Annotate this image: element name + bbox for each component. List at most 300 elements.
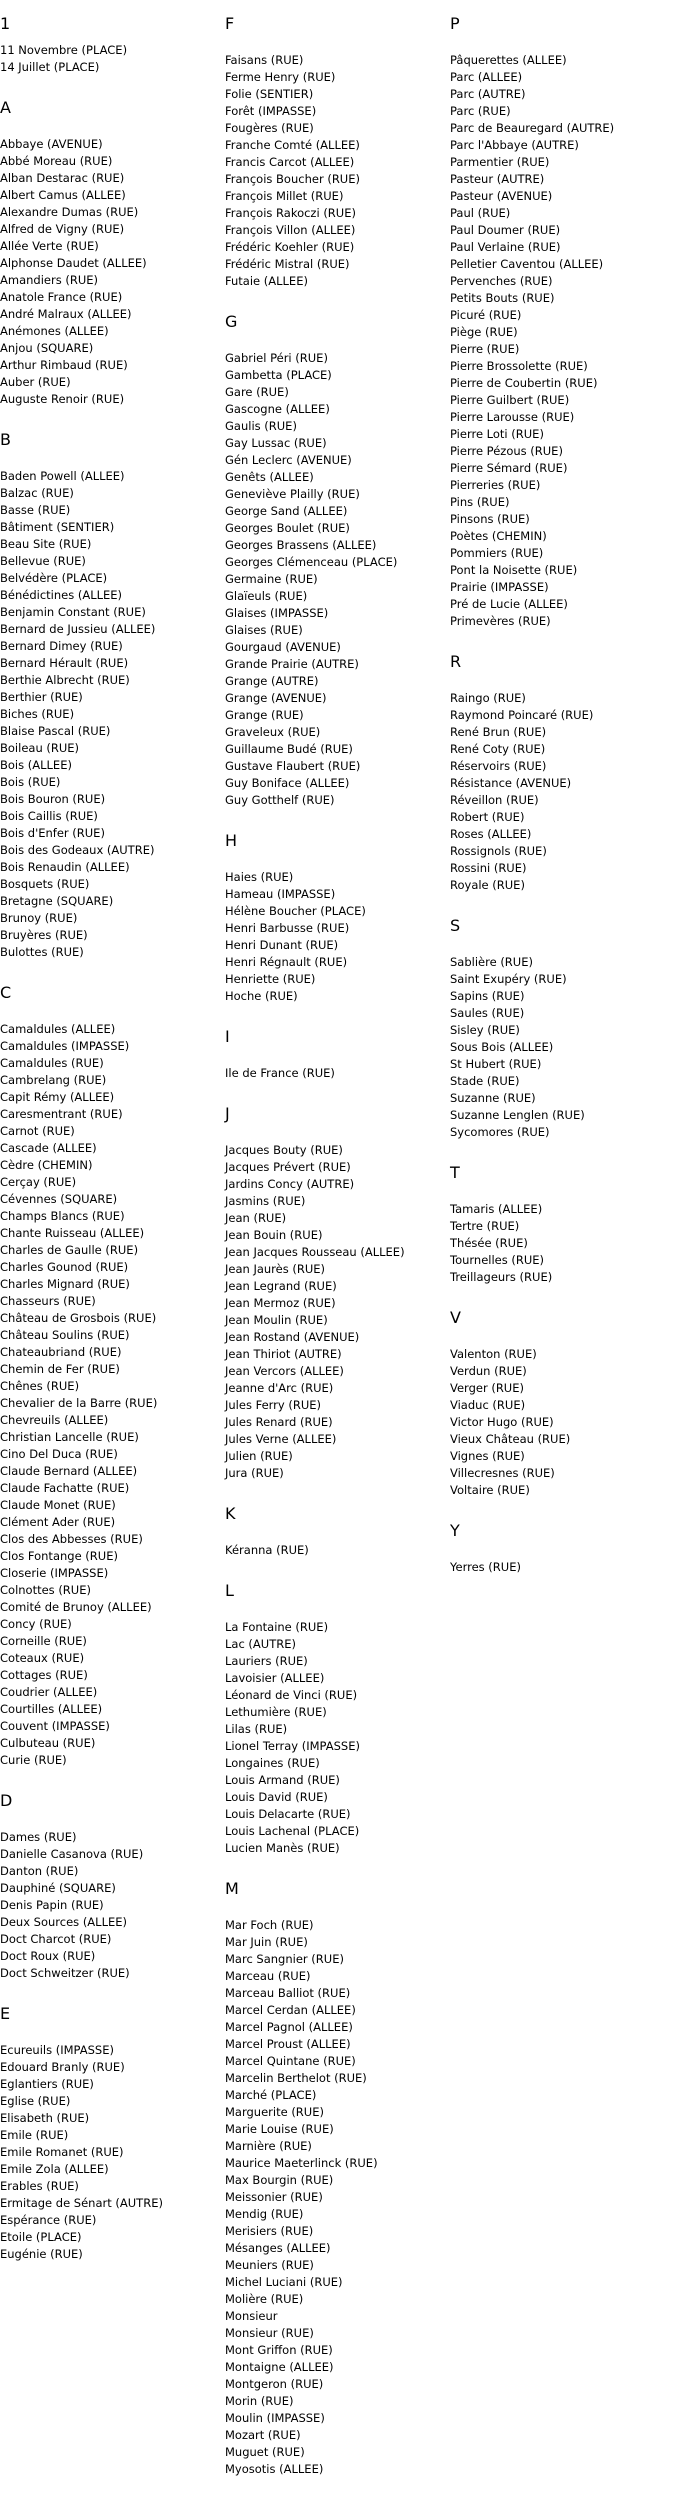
street-item: Suzanne Lenglen (RUE) (450, 1108, 585, 1122)
street-item: Valenton (RUE) (450, 1347, 537, 1361)
street-item: Ecureuils (IMPASSE) (0, 2043, 114, 2057)
street-item: Henri Dunant (RUE) (225, 938, 339, 952)
section-letter: I (225, 1027, 230, 1046)
street-item: Emile (RUE) (0, 2128, 69, 2142)
street-item: Futaie (ALLEE) (225, 274, 308, 288)
street-item: Roses (ALLEE) (450, 827, 532, 841)
street-item: Lionel Terray (IMPASSE) (225, 1739, 360, 1753)
street-item: Tertre (RUE) (450, 1219, 520, 1233)
street-item: Yerres (RUE) (450, 1560, 521, 1574)
street-list (225, 1917, 445, 2478)
street-item: Pierre Loti (RUE) (450, 427, 544, 441)
street-item: Amandiers (RUE) (0, 273, 98, 287)
street-item: Sycomores (RUE) (450, 1125, 550, 1139)
street-item: Marché (PLACE) (225, 2088, 317, 2102)
street-item: Villecresnes (RUE) (450, 1466, 555, 1480)
street-item: Jean Jaurès (RUE) (225, 1262, 326, 1276)
street-item: Frédéric Mistral (RUE) (225, 257, 350, 271)
section-y (450, 1521, 675, 1576)
street-item: Marceau (RUE) (225, 1969, 311, 1983)
street-item: Victor Hugo (RUE) (450, 1415, 554, 1429)
street-item: Bénédictines (ALLEE) (0, 588, 123, 602)
street-item: Parc de Beauregard (AUTRE) (450, 121, 615, 135)
street-item: Cottages (RUE) (0, 1668, 88, 1682)
street-item: Château Soulins (RUE) (0, 1328, 130, 1342)
street-item: Auguste Renoir (RUE) (0, 392, 125, 406)
street-list (225, 1542, 445, 1559)
street-list (450, 1201, 675, 1286)
street-item: Chasseurs (RUE) (0, 1294, 96, 1308)
street-item: Erables (RUE) (0, 2179, 79, 2193)
street-item: Claude Monet (RUE) (0, 1498, 116, 1512)
street-item: Tournelles (RUE) (450, 1253, 545, 1267)
street-item: Marcel Cerdan (ALLEE) (225, 2003, 356, 2017)
street-item: Claude Bernard (ALLEE) (0, 1464, 138, 1478)
street-item: Verger (RUE) (450, 1381, 524, 1395)
street-item: Robert (RUE) (450, 810, 525, 824)
street-list (450, 690, 675, 894)
section-1 (0, 14, 220, 76)
street-item: Mar Juin (RUE) (225, 1935, 308, 1949)
street-item: Genêts (ALLEE) (225, 470, 314, 484)
street-item: Sous Bois (ALLEE) (450, 1040, 554, 1054)
street-item: Primevères (RUE) (450, 614, 551, 628)
street-item: Hélène Boucher (PLACE) (225, 904, 366, 918)
street-item: Jura (RUE) (225, 1466, 284, 1480)
street-item: Myosotis (ALLEE) (225, 2462, 324, 2476)
street-item: Curie (RUE) (0, 1753, 67, 1767)
street-item: Cascade (ALLEE) (0, 1141, 97, 1155)
street-item: Réveillon (RUE) (450, 793, 539, 807)
street-item: Julien (RUE) (225, 1449, 293, 1463)
street-item: Glaises (IMPASSE) (225, 606, 329, 620)
street-list (0, 1829, 220, 1982)
street-item: Mésanges (ALLEE) (225, 2241, 331, 2255)
section-f (225, 14, 445, 290)
street-item: Balzac (RUE) (0, 486, 74, 500)
street-item: Jean Mermoz (RUE) (225, 1296, 336, 1310)
street-item: Carnot (RUE) (0, 1124, 75, 1138)
street-item: Folie (SENTIER) (225, 87, 314, 101)
street-item: Bernard de Jussieu (ALLEE) (0, 622, 156, 636)
street-item: Doct Charcot (RUE) (0, 1932, 112, 1946)
section-letter: P (450, 14, 460, 33)
street-item: Pierre de Coubertin (RUE) (450, 376, 598, 390)
street-item: Paul Verlaine (RUE) (450, 240, 561, 254)
section-k (225, 1504, 445, 1559)
street-list (0, 136, 220, 408)
street-item: St Hubert (RUE) (450, 1057, 542, 1071)
section-i (225, 1027, 445, 1082)
street-item: Jean Bouin (RUE) (225, 1228, 323, 1242)
street-item: Bois Caillis (RUE) (0, 809, 98, 823)
street-item: Chemin de Fer (RUE) (0, 1362, 120, 1376)
section-letter: C (0, 983, 12, 1002)
street-item: Montaigne (ALLEE) (225, 2360, 334, 2374)
street-item: Pré de Lucie (ALLEE) (450, 597, 568, 611)
column-2 (225, 14, 445, 2500)
street-item: Claude Fachatte (RUE) (0, 1481, 130, 1495)
street-list (0, 468, 220, 961)
street-item: Marie Louise (RUE) (225, 2122, 334, 2136)
street-item: Christian Lancelle (RUE) (0, 1430, 139, 1444)
street-list (225, 1142, 445, 1482)
street-list (225, 52, 445, 290)
street-item: Clément Ader (RUE) (0, 1515, 116, 1529)
street-item: Jules Renard (RUE) (225, 1415, 333, 1429)
section-letter: H (225, 831, 238, 850)
street-item: Pinsons (RUE) (450, 512, 530, 526)
street-item: Gare (RUE) (225, 385, 289, 399)
street-item: Jeanne d'Arc (RUE) (225, 1381, 334, 1395)
street-item: Alban Destarac (RUE) (0, 171, 125, 185)
street-item: Treillageurs (RUE) (450, 1270, 553, 1284)
street-item: Muguet (RUE) (225, 2445, 305, 2459)
street-item: Petits Bouts (RUE) (450, 291, 555, 305)
street-item: Closerie (IMPASSE) (0, 1566, 109, 1580)
section-a (0, 98, 220, 408)
street-item: Jacques Prévert (RUE) (225, 1160, 351, 1174)
street-item: Paul (RUE) (450, 206, 511, 220)
street-item: Edouard Branly (RUE) (0, 2060, 125, 2074)
street-item: Charles Gounod (RUE) (0, 1260, 129, 1274)
street-item: Etoile (PLACE) (0, 2230, 82, 2244)
section-letter: E (0, 2004, 11, 2023)
street-item: Vignes (RUE) (450, 1449, 525, 1463)
street-list (0, 1021, 220, 1769)
street-item: Chante Ruisseau (ALLEE) (0, 1226, 145, 1240)
street-item: Viaduc (RUE) (450, 1398, 526, 1412)
street-item: Chênes (RUE) (0, 1379, 80, 1393)
street-item: Tamaris (ALLEE) (450, 1202, 543, 1216)
section-letter: M (225, 1879, 239, 1898)
street-item: Coudrier (ALLEE) (0, 1685, 98, 1699)
street-item: Meissonier (RUE) (225, 2190, 323, 2204)
section-letter: J (225, 1104, 230, 1123)
section-letter: V (450, 1308, 461, 1327)
street-item: Sisley (RUE) (450, 1023, 520, 1037)
street-item: Caresmentrant (RUE) (0, 1107, 123, 1121)
street-item: Thésée (RUE) (450, 1236, 528, 1250)
street-item: Maurice Maeterlinck (RUE) (225, 2156, 378, 2170)
street-item: Courtilles (ALLEE) (0, 1702, 103, 1716)
street-item: Gaulis (RUE) (225, 419, 297, 433)
street-item: Camaldules (IMPASSE) (0, 1039, 130, 1053)
street-item: Graveleux (RUE) (225, 725, 321, 739)
section-p (450, 14, 675, 630)
street-item: Résistance (AVENUE) (450, 776, 572, 790)
section-letter: 1 (0, 14, 11, 33)
street-item: Pierre Sémard (RUE) (450, 461, 568, 475)
street-item: Marguerite (RUE) (225, 2105, 324, 2119)
section-h (225, 831, 445, 1005)
street-item: Marcel Quintane (RUE) (225, 2054, 356, 2068)
street-item: Jacques Bouty (RUE) (225, 1143, 343, 1157)
street-item: Louis David (RUE) (225, 1790, 328, 1804)
street-item: Rossini (RUE) (450, 861, 527, 875)
street-item: Grange (AUTRE) (225, 674, 319, 688)
street-item: Bâtiment (SENTIER) (0, 520, 115, 534)
street-item: Monsieur (225, 2309, 278, 2323)
street-item: Gourgaud (AVENUE) (225, 640, 341, 654)
street-item: Coteaux (RUE) (0, 1651, 85, 1665)
street-item: Alexandre Dumas (RUE) (0, 205, 139, 219)
street-item: Denis Papin (RUE) (0, 1898, 104, 1912)
street-item: Réservoirs (RUE) (450, 759, 547, 773)
street-item: Alfred de Vigny (RUE) (0, 222, 125, 236)
street-item: Saules (RUE) (450, 1006, 525, 1020)
street-item: Jasmins (RUE) (225, 1194, 306, 1208)
street-item: Abbaye (AVENUE) (0, 137, 103, 151)
street-item: Eugénie (RUE) (0, 2247, 83, 2261)
street-item: Rossignols (RUE) (450, 844, 547, 858)
section-c (0, 983, 220, 1769)
street-item: Culbuteau (RUE) (0, 1736, 96, 1750)
street-item: Bretagne (SQUARE) (0, 894, 114, 908)
street-item: Anémones (ALLEE) (0, 324, 109, 338)
street-item: Parc (RUE) (450, 104, 511, 118)
street-item: Jean Rostand (AVENUE) (225, 1330, 360, 1344)
street-item: Cambrelang (RUE) (0, 1073, 107, 1087)
street-item: Guy Boniface (ALLEE) (225, 776, 350, 790)
street-item: Pommiers (RUE) (450, 546, 544, 560)
street-item: Max Bourgin (RUE) (225, 2173, 334, 2187)
street-list (225, 1619, 445, 1857)
section-v (450, 1308, 675, 1499)
street-item: Moulin (IMPASSE) (225, 2411, 325, 2425)
street-item: Beau Site (RUE) (0, 537, 92, 551)
street-item: Pasteur (AUTRE) (450, 172, 545, 186)
street-item: Meuniers (RUE) (225, 2258, 314, 2272)
section-letter: D (0, 1791, 13, 1810)
street-item: Colnottes (RUE) (0, 1583, 91, 1597)
street-item: Gabriel Péri (RUE) (225, 351, 328, 365)
street-item: Haies (RUE) (225, 870, 294, 884)
street-item: Clos Fontange (RUE) (0, 1549, 118, 1563)
section-letter: T (450, 1163, 460, 1182)
street-item: Allée Verte (RUE) (0, 239, 99, 253)
street-item: Albert Camus (ALLEE) (0, 188, 126, 202)
street-item: Arthur Rimbaud (RUE) (0, 358, 128, 372)
street-item: Doct Roux (RUE) (0, 1949, 96, 1963)
street-item: Gustave Flaubert (RUE) (225, 759, 361, 773)
street-item: Voltaire (RUE) (450, 1483, 530, 1497)
street-item: Château de Grosbois (RUE) (0, 1311, 157, 1325)
section-letter: A (0, 98, 11, 117)
street-item: Lucien Manès (RUE) (225, 1841, 340, 1855)
street-item: Pierre Larousse (RUE) (450, 410, 575, 424)
street-item: Gay Lussac (RUE) (225, 436, 327, 450)
street-item: Marnière (RUE) (225, 2139, 312, 2153)
street-item: Mozart (RUE) (225, 2428, 301, 2442)
street-item: Grange (RUE) (225, 708, 304, 722)
street-item: Stade (RUE) (450, 1074, 520, 1088)
street-item: Jean Jacques Rousseau (ALLEE) (225, 1245, 405, 1259)
street-item: Jules Verne (ALLEE) (225, 1432, 337, 1446)
street-item: George Sand (ALLEE) (225, 504, 348, 518)
street-item: Bosquets (RUE) (0, 877, 90, 891)
street-item: Fougères (RUE) (225, 121, 314, 135)
street-item: Grange (AVENUE) (225, 691, 327, 705)
street-item: Charles de Gaulle (RUE) (0, 1243, 139, 1257)
street-item: Hoche (RUE) (225, 989, 298, 1003)
street-item: Francis Carcot (ALLEE) (225, 155, 355, 169)
street-item: Georges Brassens (ALLEE) (225, 538, 377, 552)
street-item: Jean (RUE) (225, 1211, 287, 1225)
section-letter: G (225, 312, 238, 331)
street-item: Glaïeuls (RUE) (225, 589, 308, 603)
street-item: Paul Doumer (RUE) (450, 223, 561, 237)
street-item: Corneille (RUE) (0, 1634, 87, 1648)
street-item: Blaise Pascal (RUE) (0, 724, 111, 738)
section-m (225, 1879, 445, 2478)
street-item: Raymond Poincaré (RUE) (450, 708, 594, 722)
section-b (0, 430, 220, 961)
street-item: Louis Delacarte (RUE) (225, 1807, 351, 1821)
street-list (0, 42, 220, 76)
street-item: Geneviève Plailly (RUE) (225, 487, 360, 501)
street-item: Léonard de Vinci (RUE) (225, 1688, 358, 1702)
street-item: Gascogne (ALLEE) (225, 402, 330, 416)
street-item: Biches (RUE) (0, 707, 75, 721)
street-item: Vieux Château (RUE) (450, 1432, 571, 1446)
column-1 (0, 14, 220, 2285)
section-d (0, 1791, 220, 1982)
street-item: Jean Thiriot (AUTRE) (225, 1347, 342, 1361)
street-item: Camaldules (ALLEE) (0, 1022, 116, 1036)
street-item: Jean Vercors (ALLEE) (225, 1364, 344, 1378)
street-item: Abbé Moreau (RUE) (0, 154, 113, 168)
street-item: Marc Sangnier (RUE) (225, 1952, 344, 1966)
street-item: Pierre (RUE) (450, 342, 520, 356)
street-item: Bellevue (RUE) (0, 554, 86, 568)
street-item: Brunoy (RUE) (0, 911, 78, 925)
street-item: Pierre Guilbert (RUE) (450, 393, 570, 407)
section-letter: K (225, 1504, 236, 1523)
street-item: François Rakoczi (RUE) (225, 206, 356, 220)
street-item: René Brun (RUE) (450, 725, 547, 739)
street-item: François Boucher (RUE) (225, 172, 360, 186)
street-item: Merisiers (RUE) (225, 2224, 314, 2238)
street-item: Lavoisier (ALLEE) (225, 1671, 325, 1685)
street-item: Montgeron (RUE) (225, 2377, 324, 2391)
street-item: Berthier (RUE) (0, 690, 83, 704)
street-item: Henri Barbusse (RUE) (225, 921, 350, 935)
street-item: Marceau Balliot (RUE) (225, 1986, 351, 2000)
street-item: Gén Leclerc (AVENUE) (225, 453, 352, 467)
street-item: Verdun (RUE) (450, 1364, 527, 1378)
street-item: Prairie (IMPASSE) (450, 580, 549, 594)
street-item: Pont la Noisette (RUE) (450, 563, 578, 577)
street-item: Camaldules (RUE) (0, 1056, 104, 1070)
street-item: Emile Romanet (RUE) (0, 2145, 124, 2159)
street-item: Ile de France (RUE) (225, 1066, 335, 1080)
street-item: Lilas (RUE) (225, 1722, 288, 1736)
street-item: Saint Exupéry (RUE) (450, 972, 567, 986)
street-item: Capit Rémy (ALLEE) (0, 1090, 115, 1104)
street-list (0, 2042, 220, 2263)
street-item: Boileau (RUE) (0, 741, 80, 755)
street-list (450, 52, 675, 630)
street-item: 11 Novembre (PLACE) (0, 43, 128, 57)
street-item: Georges Clémenceau (PLACE) (225, 555, 398, 569)
street-item: Parc (AUTRE) (450, 87, 526, 101)
street-item: Glaises (RUE) (225, 623, 303, 637)
street-item: Belvédère (PLACE) (0, 571, 108, 585)
street-list (450, 1346, 675, 1499)
street-item: Parmentier (RUE) (450, 155, 550, 169)
street-item: La Fontaine (RUE) (225, 1620, 329, 1634)
street-item: Jean Legrand (RUE) (225, 1279, 337, 1293)
street-item: Bernard Dimey (RUE) (0, 639, 123, 653)
street-item: Mont Griffon (RUE) (225, 2343, 333, 2357)
street-item: Raingo (RUE) (450, 691, 526, 705)
street-list (225, 869, 445, 1005)
section-r (450, 652, 675, 894)
street-item: Anjou (SQUARE) (0, 341, 94, 355)
street-item: François Villon (ALLEE) (225, 223, 356, 237)
street-item: Pins (RUE) (450, 495, 510, 509)
street-item: Franche Comté (ALLEE) (225, 138, 360, 152)
street-item: Clos des Abbesses (RUE) (0, 1532, 143, 1546)
street-item: Bois d'Enfer (RUE) (0, 826, 105, 840)
section-l (225, 1581, 445, 1857)
section-letter: B (0, 430, 11, 449)
street-item: Parc (ALLEE) (450, 70, 523, 84)
street-item: Bulottes (RUE) (0, 945, 84, 959)
street-item: Jardins Concy (AUTRE) (225, 1177, 355, 1191)
street-item: Berthie Albrecht (RUE) (0, 673, 130, 687)
street-item: Piège (RUE) (450, 325, 518, 339)
street-item: Chateaubriand (RUE) (0, 1345, 122, 1359)
street-item: Louis Lachenal (PLACE) (225, 1824, 360, 1838)
section-e (0, 2004, 220, 2263)
street-item: Pâquerettes (ALLEE) (450, 53, 567, 67)
street-item: Dauphiné (SQUARE) (0, 1881, 116, 1895)
street-item: Auber (RUE) (0, 375, 71, 389)
street-item: Frédéric Koehler (RUE) (225, 240, 355, 254)
street-item: Baden Powell (ALLEE) (0, 469, 125, 483)
street-item: Eglise (RUE) (0, 2094, 71, 2108)
street-item: Poètes (CHEMIN) (450, 529, 547, 543)
street-item: Bois Renaudin (ALLEE) (0, 860, 130, 874)
street-item: Sablière (RUE) (450, 955, 533, 969)
street-item: Cévennes (SQUARE) (0, 1192, 118, 1206)
street-item: Grande Prairie (AUTRE) (225, 657, 359, 671)
street-item: Henri Régnault (RUE) (225, 955, 348, 969)
street-item: Morin (RUE) (225, 2394, 294, 2408)
street-item: Comité de Brunoy (ALLEE) (0, 1600, 152, 1614)
street-item: Chevreuils (ALLEE) (0, 1413, 109, 1427)
section-letter: F (225, 14, 235, 33)
section-letter: Y (450, 1521, 460, 1540)
street-list (225, 1065, 445, 1082)
street-item: Concy (RUE) (0, 1617, 72, 1631)
street-item: Danton (RUE) (0, 1864, 79, 1878)
street-item: Cèdre (CHEMIN) (0, 1158, 93, 1172)
street-item: Henriette (RUE) (225, 972, 316, 986)
street-item: Bois (RUE) (0, 775, 61, 789)
street-item: Lethumière (RUE) (225, 1705, 327, 1719)
street-item: Ferme Henry (RUE) (225, 70, 336, 84)
section-g (225, 312, 445, 809)
street-item: Pelletier Caventou (ALLEE) (450, 257, 604, 271)
street-item: Bois Bouron (RUE) (0, 792, 106, 806)
street-item: René Coty (RUE) (450, 742, 546, 756)
street-item: 14 Juillet (PLACE) (0, 60, 100, 74)
street-item: André Malraux (ALLEE) (0, 307, 132, 321)
street-item: Mendig (RUE) (225, 2207, 304, 2221)
